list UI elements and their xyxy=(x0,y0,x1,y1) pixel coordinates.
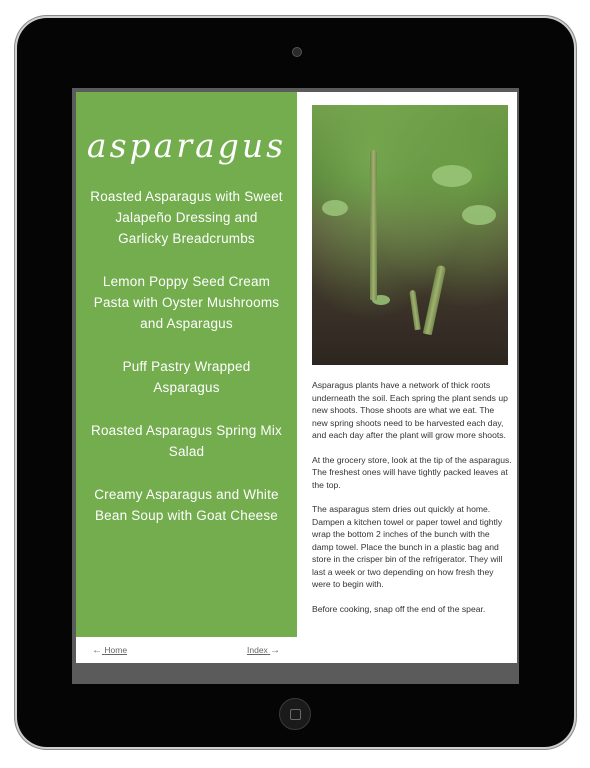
leaf-shape xyxy=(322,200,348,216)
content-column xyxy=(312,105,512,627)
recipe-link[interactable]: Creamy Asparagus and White Bean Soup with Goat Cheese xyxy=(94,487,279,523)
page-title: asparagus xyxy=(86,126,287,165)
home-button-icon[interactable] xyxy=(279,698,311,730)
arrow-left-icon: ← xyxy=(92,645,102,656)
content-paragraph: At the grocery store, look at the tip of the asparagus. The freshest ones will have tightly packed leaves at the top. xyxy=(312,454,512,490)
index-link-label: Index xyxy=(247,645,268,655)
index-link[interactable] xyxy=(247,645,280,656)
page-footer xyxy=(76,637,517,663)
home-link-label: Home xyxy=(104,645,128,655)
recipe-link[interactable]: Lemon Poppy Seed Cream Pasta with Oyster Mushrooms and Asparagus xyxy=(93,274,280,331)
asparagus-spear xyxy=(409,290,421,330)
arrow-right-icon: → xyxy=(270,645,281,656)
screen xyxy=(72,88,519,684)
asparagus-garden-photo xyxy=(312,105,508,365)
tablet-device xyxy=(17,18,574,747)
leaf-shape xyxy=(462,205,496,225)
recipe-link[interactable]: Roasted Asparagus with Sweet Jalapeño Dressing and Garlicky Breadcrumbs xyxy=(90,189,283,246)
sidebar xyxy=(76,92,297,637)
leaf-shape xyxy=(432,165,472,187)
home-link[interactable] xyxy=(92,645,127,656)
asparagus-spear xyxy=(423,265,446,335)
recipe-link[interactable]: Puff Pastry Wrapped Asparagus xyxy=(122,359,251,395)
recipe-page xyxy=(76,92,517,663)
content-paragraph: Asparagus plants have a network of thick roots underneath the soil. Each spring the plant sends up new shoots. Those shoots are what we eat. The new spring shoots need to be harvested each day, and each day after the plant will grow more shoots. xyxy=(312,380,508,440)
recipe-list xyxy=(76,186,297,526)
content-paragraph: The asparagus stem dries out quickly at home. Dampen a kitchen towel or paper towel and tightly wrap the bottom 2 inches of the bunch with the damp towel. Place the bunch in a plastic bag and store in the crisper bin of the refrigerator. They will last a week or two depending on how fresh they were to begin with. xyxy=(312,504,503,589)
home-button-square xyxy=(290,709,301,720)
content-paragraph: Before cooking, snap off the end of the spear. xyxy=(312,603,486,614)
asparagus-spear xyxy=(370,150,377,300)
recipe-link[interactable]: Roasted Asparagus Spring Mix Salad xyxy=(91,423,282,459)
camera-icon xyxy=(292,47,302,57)
